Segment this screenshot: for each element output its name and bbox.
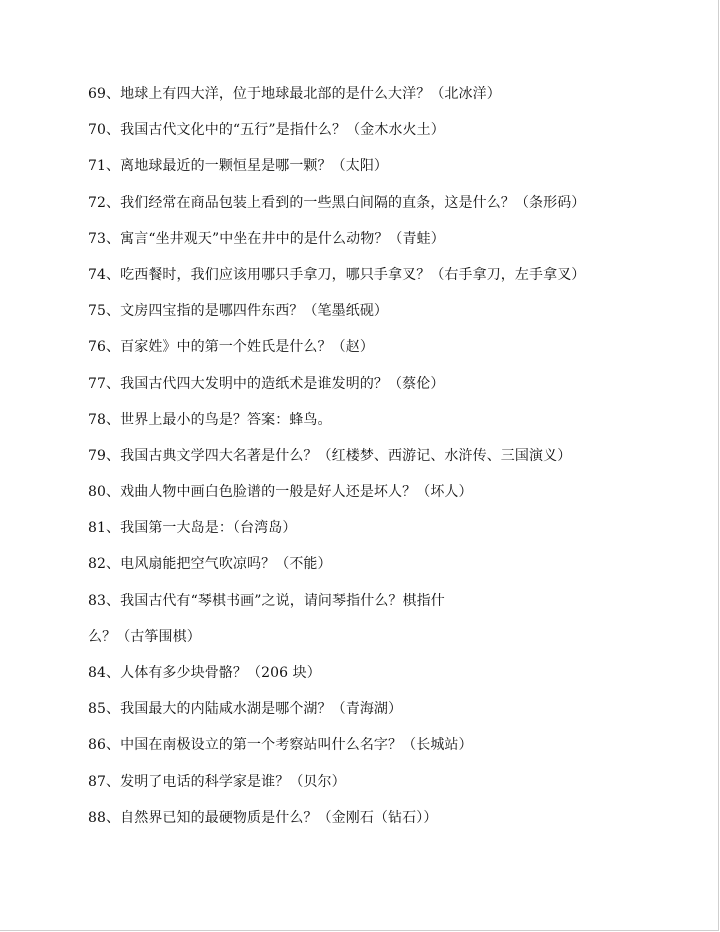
question-86: 86、中国在南极设立的第一个考察站叫什么名字？（长城站） — [88, 737, 473, 754]
question-73: 73、寓言“坐井观天”中坐在井中的是什么动物？（青蛙） — [88, 230, 445, 247]
question-69: 69、地球上有四大洋，位于地球最北部的是什么大洋？（北冰洋） — [88, 86, 501, 102]
question-74: 74、吃西餐时，我们应该用哪只手拿刀，哪只手拿叉？（右手拿刀，左手拿叉） — [88, 266, 586, 283]
question-83: 83、我国古代有“琴棋书画”之说，请问琴指什么？棋指什 — [88, 592, 445, 609]
question-83-continuation: 么？（古筝围棋） — [88, 628, 201, 645]
question-76: 76、百家姓》中的第一个姓氏是什么？（赵） — [88, 339, 374, 356]
question-71: 71、离地球最近的一颗恒星是哪一颗？（太阳） — [88, 158, 389, 175]
question-78: 78、世界上最小的鸟是？答案：蜂鸟。 — [88, 411, 332, 428]
question-79: 79、我国古典文学四大名著是什么？（红楼梦、西游记、水浒传、三国演义） — [88, 447, 572, 464]
question-80: 80、戏曲人物中画白色脸谱的一般是好人还是坏人？（坏人） — [88, 484, 473, 501]
question-88: 88、自然界已知的最硬物质是什么？（金刚石（钻石）） — [88, 809, 438, 826]
question-70: 70、我国古代文化中的“五行”是指什么？（金木水火土） — [88, 122, 445, 139]
question-75: 75、文房四宝指的是哪四件东西？（笔墨纸砚） — [88, 303, 389, 320]
question-87: 87、发明了电话的科学家是谁？（贝尔） — [88, 773, 346, 790]
question-77: 77、我国古代四大发明中的造纸术是谁发明的？（蔡伦） — [88, 375, 445, 392]
question-72: 72、我们经常在商品包装上看到的一些黑白间隔的直条，这是什么？（条形码） — [88, 194, 586, 211]
question-81: 81、我国第一大岛是：（台湾岛） — [88, 520, 297, 537]
question-84: 84、人体有多少块骨骼？（206 块） — [88, 665, 321, 681]
question-82: 82、电风扇能把空气吹凉吗？（不能） — [88, 556, 332, 573]
qa-list — [88, 82, 688, 842]
question-85: 85、我国最大的内陆咸水湖是哪个湖？（青海湖） — [88, 701, 403, 718]
